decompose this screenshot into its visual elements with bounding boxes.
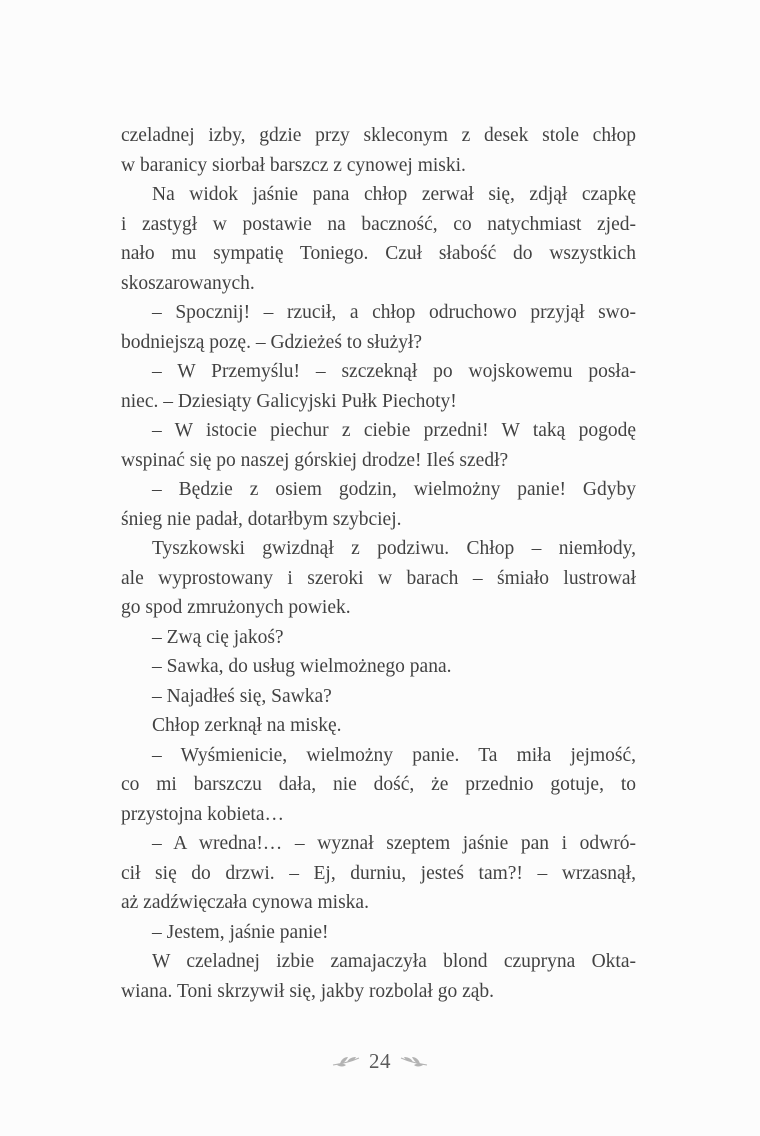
text-line: – W Przemyślu! – szczeknął po wojskowemu posła- xyxy=(152,361,636,382)
text-line: przystojna kobieta… xyxy=(121,803,284,825)
text-line: aż zadźwięczała cynowa miska. xyxy=(121,892,369,913)
text-line: – Zwą cię jakoś? xyxy=(152,626,284,648)
text-line: – Najadłeś się, Sawka? xyxy=(152,685,332,707)
leaf-sprig-left-icon xyxy=(332,1054,360,1068)
text-line: nało mu sympatię Toniego. Czuł słabość do wszystkich xyxy=(121,243,636,264)
text-line: śnieg nie padał, dotarłbym szybciej. xyxy=(121,508,402,530)
text-line: – Sawka, do usług wielmożnego pana. xyxy=(152,656,452,677)
text-line: – A wredna!… – wyznał szeptem jaśnie pan i odwró- xyxy=(152,833,636,854)
text-line: Tyszkowski gwizdnął z podziwu. Chłop – niemłody, xyxy=(152,538,636,559)
text-line: bodniejszą pozę. – Gdzieżeś to służył? xyxy=(121,331,423,353)
text-line: Chłop zerknął na miskę. xyxy=(152,715,342,736)
text-line: W czeladnej izbie zamajaczyła blond czupryna Okta- xyxy=(152,951,636,972)
text-line: – Wyśmienicie, wielmożny panie. Ta miła jejmość, xyxy=(152,744,636,766)
text-line: co mi barszczu dała, nie dość, że przednio gotuje, to xyxy=(121,774,636,795)
text-line: skoszarowanych. xyxy=(121,272,255,294)
text-line: wspinać się po naszej górskiej drodze! Ileś szedł? xyxy=(121,449,509,471)
text-line: Na widok jaśnie pana chłop zerwał się, zdjął czapkę xyxy=(152,184,636,205)
text-line: ale wyprostowany i szeroki w barach – śmiało lustrował xyxy=(121,567,636,589)
text-line: czeladnej izby, gdzie przy skleconym z desek stole chłop xyxy=(121,125,636,146)
text-line: wiana. Toni skrzywił się, jakby rozbolał go ząb. xyxy=(121,980,495,1002)
text-line: – Jestem, jaśnie panie! xyxy=(152,921,329,943)
text-line: i zastygł w postawie na baczność, co natychmiast zjed- xyxy=(121,213,636,235)
text-line: – W istocie piechur z ciebie przedni! W taką pogodę xyxy=(152,420,636,441)
page-number: 24 xyxy=(369,1049,391,1073)
text-line: – Spocznij! – rzucił, a chłop odruchowo przyjął swo- xyxy=(152,302,636,323)
page-footer xyxy=(0,1047,760,1075)
text-line: w baranicy siorbał barszcz z cynowej miski. xyxy=(121,154,466,176)
text-line: niec. – Dziesiąty Galicyjski Pułk Piechoty! xyxy=(121,390,457,412)
text-line: go spod zmrużonych powiek. xyxy=(121,597,351,618)
body-text xyxy=(121,121,636,1006)
text-line: cił się do drzwi. – Ej, durniu, jesteś tam?! – wrzasnął, xyxy=(121,862,636,884)
text-line: – Będzie z osiem godzin, wielmożny panie! Gdyby xyxy=(152,479,636,500)
leaf-sprig-right-icon xyxy=(400,1054,428,1068)
